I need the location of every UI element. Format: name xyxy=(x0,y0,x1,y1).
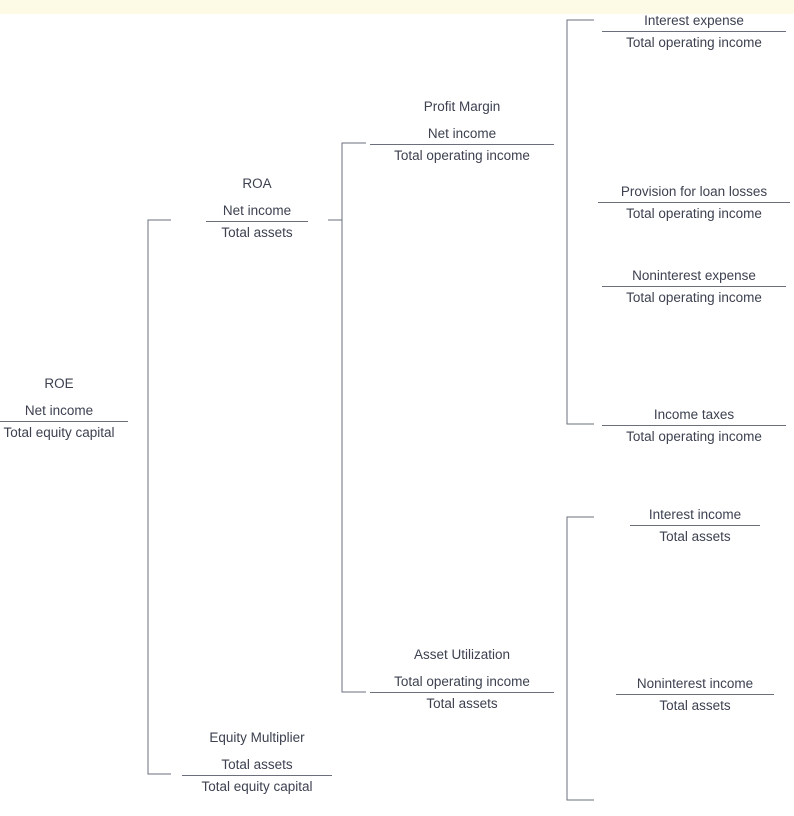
pm-component-interest-expense xyxy=(602,11,786,52)
pm-component-denominator: Total operating income xyxy=(626,429,762,444)
au-component-denominator: Total assets xyxy=(659,698,731,713)
profit-margin-node xyxy=(370,97,554,165)
roe-title: ROE xyxy=(44,376,74,391)
pm-component-numerator: Income taxes xyxy=(602,405,786,426)
profit-margin-denominator: Total operating income xyxy=(394,148,530,163)
roe-denominator: Total equity capital xyxy=(3,425,115,440)
equity-multiplier-numerator: Total assets xyxy=(182,755,332,776)
pm-component-provision-loan-losses xyxy=(598,182,790,223)
au-component-numerator: Interest income xyxy=(630,505,760,526)
roa-bracket xyxy=(342,143,366,692)
pm-component-numerator: Noninterest expense xyxy=(602,266,786,287)
roe-node xyxy=(0,374,128,442)
asset-utilization-denominator: Total assets xyxy=(426,696,498,711)
pm-component-numerator: Interest expense xyxy=(602,11,786,32)
pm-bracket xyxy=(567,20,594,424)
roa-numerator: Net income xyxy=(206,201,308,222)
roe-bracket xyxy=(148,220,171,774)
pm-component-denominator: Total operating income xyxy=(626,290,762,305)
au-component-noninterest-income xyxy=(616,674,774,715)
pm-component-numerator: Provision for loan losses xyxy=(598,182,790,203)
pm-component-denominator: Total operating income xyxy=(626,206,762,221)
profit-margin-title: Profit Margin xyxy=(423,99,501,114)
asset-utilization-numerator: Total operating income xyxy=(370,672,554,693)
pm-component-denominator: Total operating income xyxy=(626,35,762,50)
equity-multiplier-title: Equity Multiplier xyxy=(209,730,305,745)
asset-utilization-title: Asset Utilization xyxy=(413,647,511,662)
asset-utilization-node xyxy=(370,645,554,713)
pm-component-noninterest-expense xyxy=(602,266,786,307)
roa-node xyxy=(206,174,308,242)
au-component-numerator: Noninterest income xyxy=(616,674,774,695)
au-component-denominator: Total assets xyxy=(659,529,731,544)
au-bracket xyxy=(567,517,594,800)
equity-multiplier-denominator: Total equity capital xyxy=(201,779,313,794)
roa-denominator: Total assets xyxy=(221,225,293,240)
pm-component-income-taxes xyxy=(602,405,786,446)
roe-numerator: Net income xyxy=(0,401,128,422)
equity-multiplier-node xyxy=(182,728,332,796)
au-component-interest-income xyxy=(630,505,760,546)
profit-margin-numerator: Net income xyxy=(370,124,554,145)
roa-title: ROA xyxy=(242,176,272,191)
